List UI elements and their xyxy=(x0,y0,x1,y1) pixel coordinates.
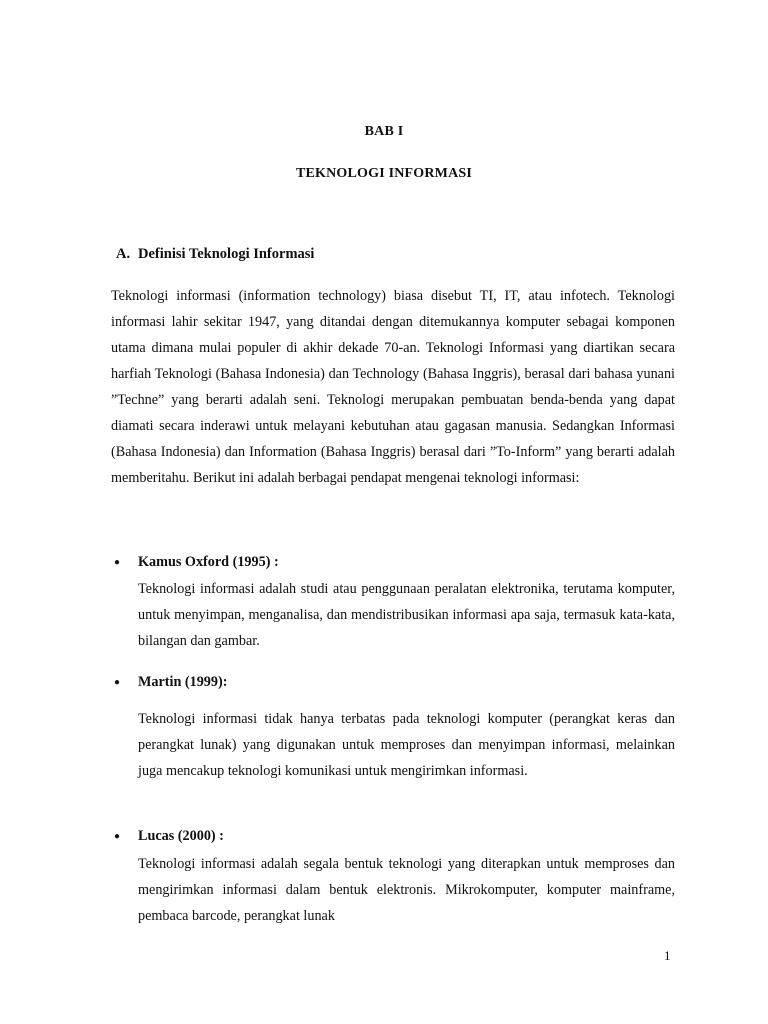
definition-source-lucas xyxy=(114,828,224,845)
definition-source: Lucas (2000) : xyxy=(138,828,224,844)
section-number: A. xyxy=(116,246,131,262)
bullet-icon: ● xyxy=(114,831,121,843)
definition-source: Martin (1999): xyxy=(138,674,228,690)
chapter-title: TEKNOLOGI INFORMASI xyxy=(295,166,473,181)
page-number: 1 xyxy=(664,948,671,963)
definition-text-lucas: Teknologi informasi adalah segala bentuk teknologi yang diterapkan untuk memproses dan mengirimkan informasi dalam bentuk elektronis. Mikrokomputer, komputer mainframe, pembaca barcode, perangkat lunak xyxy=(138,856,675,924)
section-heading xyxy=(116,246,314,263)
definition-text-martin: Teknologi informasi tidak hanya terbatas pada teknologi komputer (perangkat keras dan perangkat lunak) yang digunakan untuk memproses dan menyimpan informasi, melainkan juga mencakup teknologi komunikasi untuk mengirimkan informasi. xyxy=(138,711,675,779)
section-title: Definisi Teknologi Informasi xyxy=(138,246,315,262)
definition-source: Kamus Oxford (1995) : xyxy=(138,554,279,570)
bullet-icon: ● xyxy=(114,557,121,569)
bullet-icon: ● xyxy=(114,677,121,689)
definition-source-oxford xyxy=(114,554,279,571)
intro-paragraph: Teknologi informasi (information technology) biasa disebut TI, IT, atau infotech. Teknologi informasi lahir sekitar 1947, yang ditandai dengan ditemukannya komputer sebagai komponen utama dimana mulai populer di akhir dekade 70-an. Teknologi Informasi yang diartikan secara harfiah Teknologi (Bahasa Indonesia) dan Technology (Bahasa Inggris), berasal dari bahasa yunani ”Techne” yang berarti adalah seni. Teknologi merupakan pembuatan benda-benda yang dapat diamati secara inderawi untuk melayani kebutuhan atau gagasan manusia. Sedangkan Informasi (Bahasa Indonesia) dan Information (Bahasa Inggris) berasal dari ”To-Inform” yang berarti adalah memberitahu. Berikut ini adalah berbagai pendapat mengenai teknologi informasi: xyxy=(111,288,675,486)
definition-text-oxford: Teknologi informasi adalah studi atau penggunaan peralatan elektronika, terutama komputer, untuk menyimpan, menganalisa, dan mendistribusikan informasi apa saja, termasuk kata-kata, bilangan dan gambar. xyxy=(138,581,675,649)
chapter-label: BAB I xyxy=(364,124,404,139)
definition-source-martin xyxy=(114,674,227,691)
